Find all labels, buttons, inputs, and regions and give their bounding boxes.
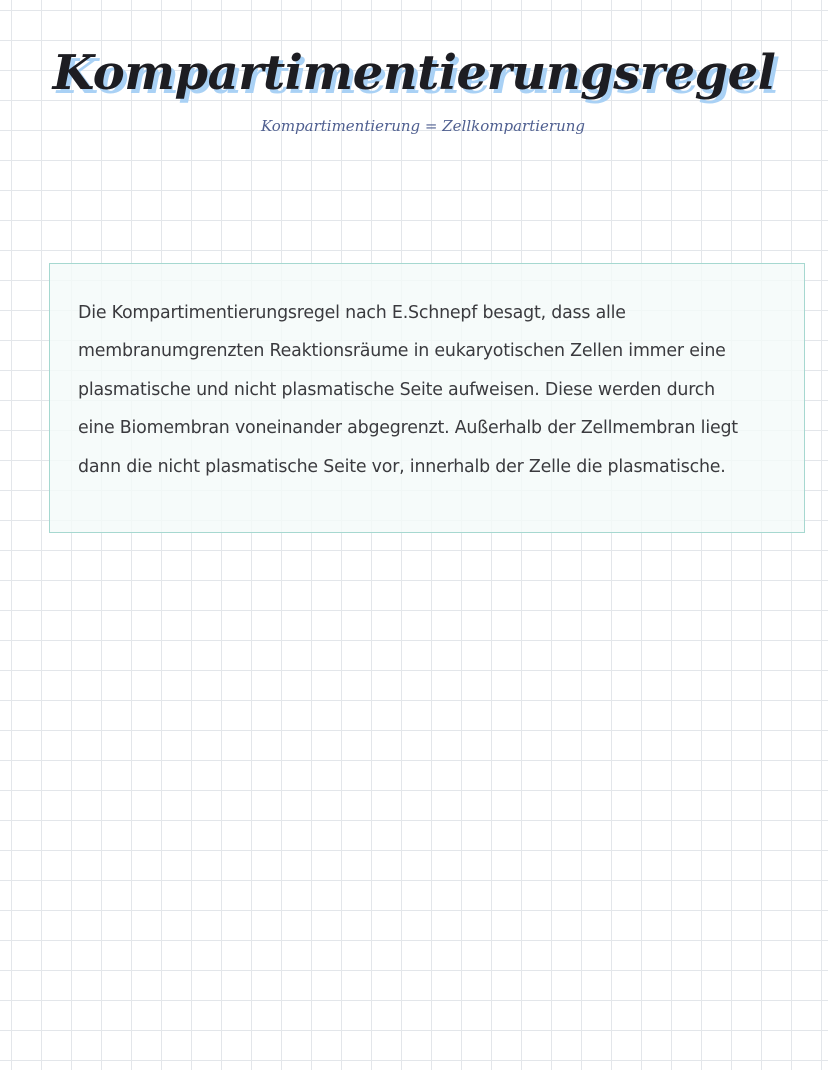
definition-line: Die Kompartimentierungsregel nach E.Schnepf besagt, dass alle xyxy=(78,303,626,323)
definition-line: eine Biomembran voneinander abgegrenzt. Außerhalb der Zellmembran liegt xyxy=(78,418,738,439)
page-title: Kompartimentierungsregel xyxy=(52,45,776,101)
definition-line: membranumgrenzten Reaktionsräume in eukaryotischen Zellen immer eine xyxy=(78,341,726,362)
definition-line: plasmatische und nicht plasmatische Seite aufweisen. Diese werden durch xyxy=(78,379,715,400)
definition-box xyxy=(49,263,805,533)
definition-line: dann die nicht plasmatische Seite vor, innerhalb der Zelle die plasmatische. xyxy=(78,456,726,477)
page-subtitle: Kompartimentierung = Zellkompartierung xyxy=(260,117,585,135)
definition-text xyxy=(50,264,804,486)
